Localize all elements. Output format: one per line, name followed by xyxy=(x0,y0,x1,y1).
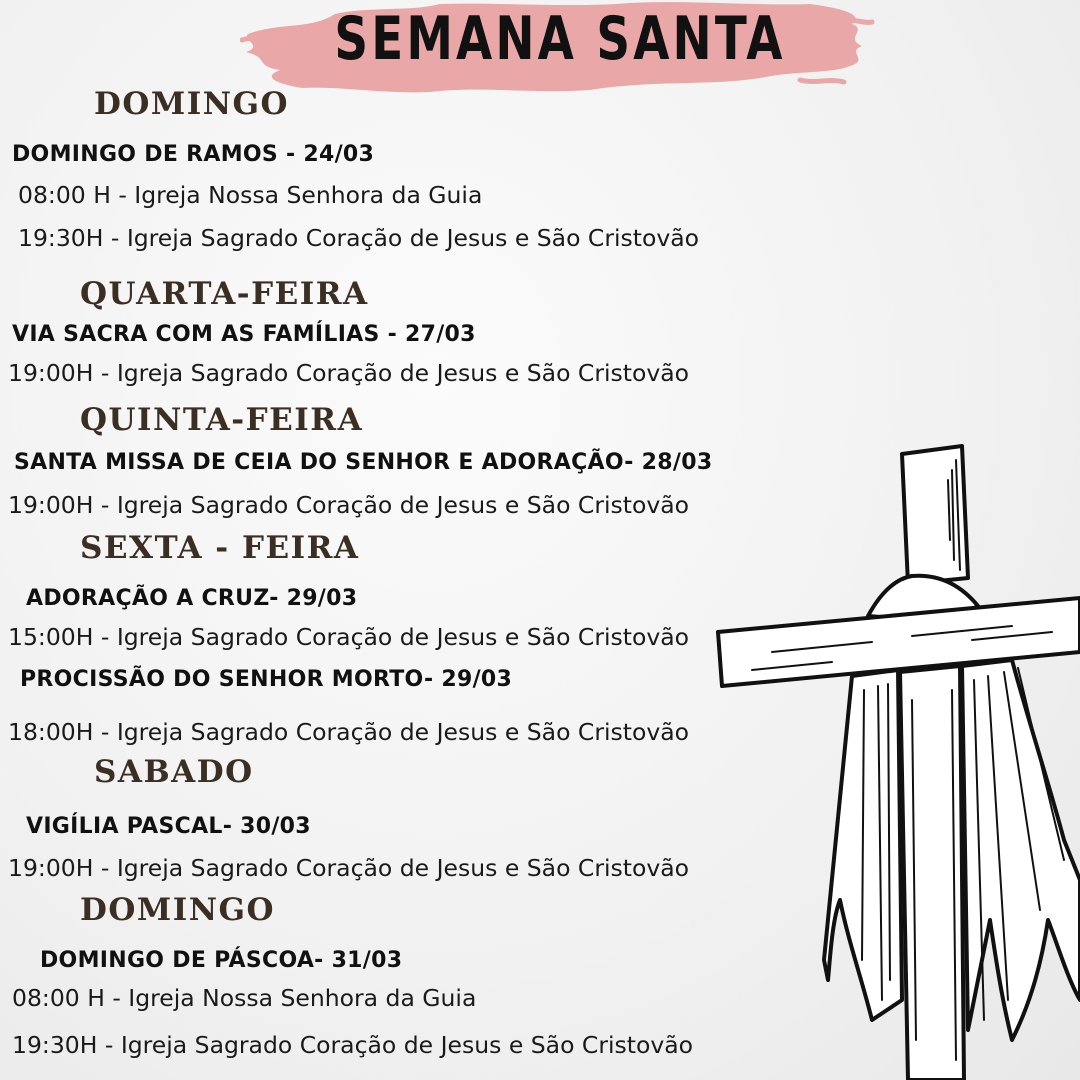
title-banner xyxy=(240,0,880,96)
schedule-line: 19:30H - Igreja Sagrado Coração de Jesus e São Cristovão xyxy=(18,224,700,252)
event-title-domingo-de-pascoa: DOMINGO DE PÁSCOA- 31/03 xyxy=(40,948,403,973)
event-title-adoracao-a-cruz: ADORAÇÃO A CRUZ- 29/03 xyxy=(26,586,358,611)
day-heading-quinta-feira: QUINTA-FEIRA xyxy=(80,402,364,438)
event-title-domingo-de-ramos: DOMINGO DE RAMOS - 24/03 xyxy=(12,142,375,167)
event-title-procissao: PROCISSÃO DO SENHOR MORTO- 29/03 xyxy=(20,667,513,692)
cross-with-cloth-icon xyxy=(712,440,1080,1080)
schedule-line: 19:00H - Igreja Sagrado Coração de Jesus e São Cristovão xyxy=(8,491,690,519)
schedule-line: 19:30H - Igreja Sagrado Coração de Jesus e São Cristovão xyxy=(12,1031,694,1059)
schedule-line: 08:00 H - Igreja Nossa Senhora da Guia xyxy=(18,181,483,209)
schedule-line: 19:00H - Igreja Sagrado Coração de Jesus e São Cristovão xyxy=(8,854,690,882)
event-title-vigilia-pascal: VIGÍLIA PASCAL- 30/03 xyxy=(26,814,311,839)
day-heading-sexta-feira: SEXTA - FEIRA xyxy=(80,530,360,566)
schedule-line: 15:00H - Igreja Sagrado Coração de Jesus e São Cristovão xyxy=(8,623,690,651)
schedule-line: 08:00 H - Igreja Nossa Senhora da Guia xyxy=(12,984,477,1012)
day-heading-quarta-feira: QUARTA-FEIRA xyxy=(80,276,369,312)
schedule-line: 19:00H - Igreja Sagrado Coração de Jesus e São Cristovão xyxy=(8,359,690,387)
day-heading-domingo-pascoa: DOMINGO xyxy=(80,892,276,928)
day-heading-sabado: SABADO xyxy=(94,754,254,790)
event-title-ceia-do-senhor: SANTA MISSA DE CEIA DO SENHOR E ADORAÇÃO- 28/03 xyxy=(14,450,713,475)
day-heading-domingo: DOMINGO xyxy=(94,86,290,122)
page-title: SEMANA SANTA xyxy=(334,4,786,74)
event-title-via-sacra: VIA SACRA COM AS FAMÍLIAS - 27/03 xyxy=(12,322,476,347)
schedule-line: 18:00H - Igreja Sagrado Coração de Jesus e São Cristovão xyxy=(8,718,690,746)
